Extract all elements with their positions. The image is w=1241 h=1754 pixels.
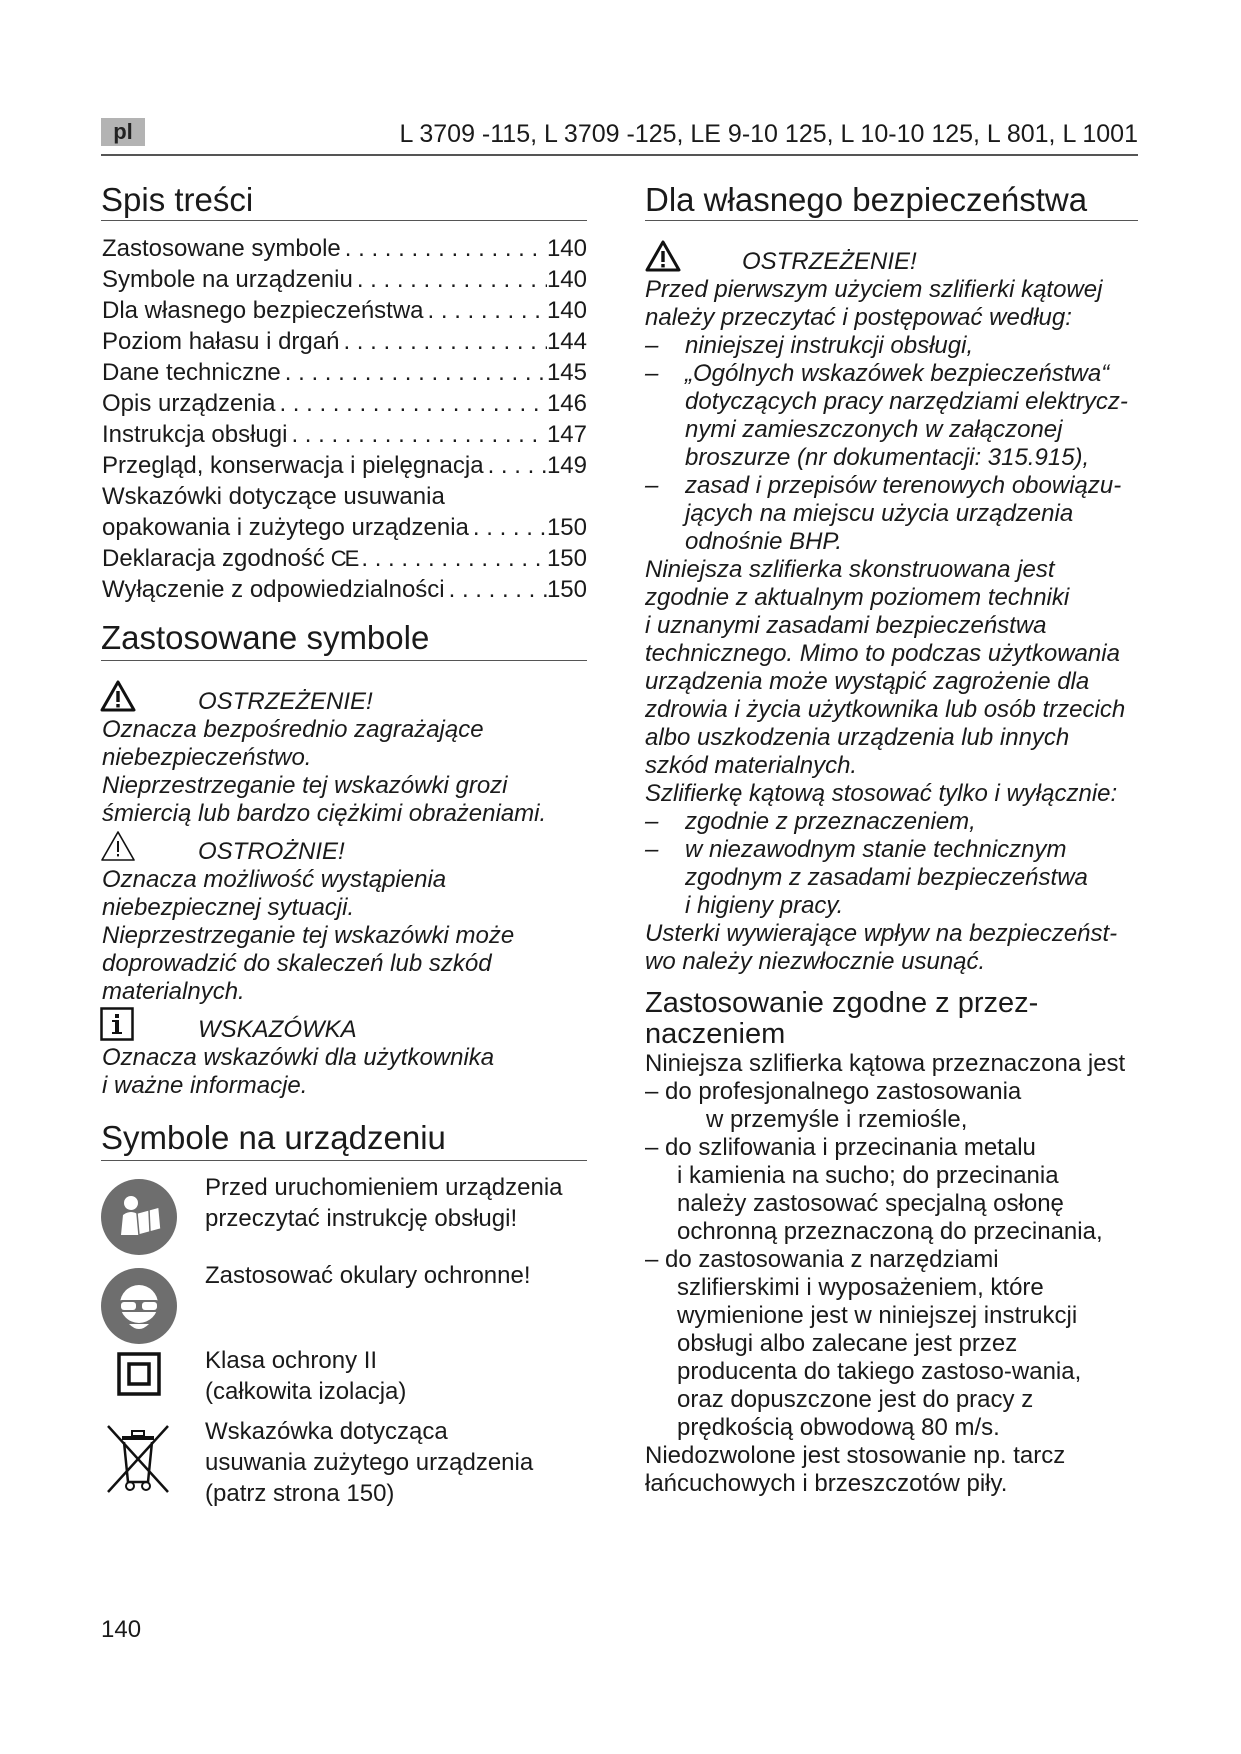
toc-entry[interactable]: Instrukcja obsługi . . . 147 — [102, 419, 587, 450]
symbols-used-title: Zastosowane symbole — [101, 619, 430, 656]
list-item: – zgodnie z przeznaczeniem, — [645, 808, 976, 835]
toc-entry[interactable]: Symbole na urządzeniu . . . 140 — [102, 264, 587, 295]
toc-entry[interactable]: Deklaracja zgodność CE . . . 150 — [102, 543, 587, 574]
crossed-bin-icon — [104, 1422, 172, 1496]
table-of-contents — [102, 233, 587, 605]
intended-use-body: Niniejsza szlifierka kątowa przeznaczona jest – do profesjonalnego zastosowania w przemyśle i rzemiośle, – do szlifowania i przecinania metalu i kamienia na sucho; do przecinania należy zastosować specjalną osłonę ochronną przeznaczoną do przecinania, – do zastosowania z narzędziami szlifierskimi i wyposażeniem, które wymienione jest w niniejszej instrukcji obsługi albo zalecane jest przez producenta do takiego zastoso-wania, oraz dopuszczone jest do pracy z prędkością obwodową 80 m/s. Niedozwolone jest stosowanie np. tarcz łańcuchowych i brzeszczotów piły. — [645, 1050, 1145, 1498]
toc-title: Spis treści — [101, 181, 254, 218]
toc-entry[interactable]: Dla własnego bezpieczeństwa . . . 140 — [102, 295, 587, 326]
device-symbols-title: Symbole na urządzeniu — [101, 1119, 446, 1156]
warning-description: Oznacza bezpośrednio zagrażające niebezpieczeństwo. Nieprzestrzeganie tej wskazówki grozi śmiercią lub bardzo ciężkimi obrażeniami. — [102, 716, 547, 827]
protection-class-ii-icon — [117, 1352, 161, 1396]
caution-label: OSTROŻNIE! — [198, 838, 345, 865]
list-item: – niniejszej instrukcji obsługi, — [645, 332, 974, 359]
toc-entry[interactable]: Poziom hałasu i drgań . . . 144 — [102, 326, 587, 357]
toc-title-rule — [101, 220, 587, 221]
note-description: Oznacza wskazówki dla użytkownika i ważne informacje. — [102, 1044, 495, 1099]
ce-mark-icon: CE — [330, 546, 358, 571]
caution-description: Oznacza możliwość wystąpienia niebezpiecznej sytuacji. Nieprzestrzeganie tej wskazówki może doprowadzić do skaleczeń lub szkód materialnych. — [102, 866, 515, 1005]
device-symbol-text: Przed uruchomieniem urządzenia przeczytać instrukcję obsługi! — [205, 1174, 563, 1232]
device-symbol-text: Wskazówka dotycząca usuwania zużytego urządzenia (patrz strona 150) — [205, 1418, 534, 1507]
caution-triangle-icon — [100, 830, 136, 862]
warning-label: OSTRZEŻENIE! — [198, 688, 373, 715]
page-number: 140 — [101, 1616, 142, 1643]
language-badge: pl — [101, 118, 145, 146]
toc-entry[interactable]: Wyłączenie z odpowiedzialności . . . 150 — [102, 574, 587, 605]
list-item: – „Ogólnych wskazówek bezpieczeństwa“ dotyczących pracy narzędziami elektrycz- nymi zamieszczonych w załączonej broszurze (nr dokumentacji: 315.915), — [645, 360, 1128, 471]
list-item: – do szlifowania i przecinania metalu i kamienia na sucho; do przecinania należy zastosować specjalną osłonę ochronną przeznaczoną do przecinania, — [645, 1134, 1103, 1245]
note-label: WSKAZÓWKA — [198, 1016, 357, 1043]
list-item: – zasad i przepisów terenowych obowiązu- jących na miejscu użycia urządzenia odnośnie BHP. — [645, 472, 1122, 555]
safety-title: Dla własnego bezpieczeństwa — [645, 181, 1088, 218]
toc-entry[interactable]: Dane techniczne . . . 145 — [102, 357, 587, 388]
toc-entry[interactable]: Zastosowane symbole . . . 140 — [102, 233, 587, 264]
safety-goggles-icon — [101, 1268, 177, 1344]
list-item: – w niezawodnym stanie technicznym zgodnym z zasadami bezpieczeństwa i higieny pracy. — [645, 836, 1088, 919]
device-symbol-text: Klasa ochrony II (całkowita izolacja) — [205, 1347, 407, 1405]
toc-entry[interactable]: Przegląd, konserwacja i pielęgnacja . . . 149 — [102, 450, 587, 481]
toc-entry[interactable]: Wskazówki dotyczące usuwania opakowania i zużytego urządzenia . . . 150 — [102, 481, 587, 543]
list-item: – do profesjonalnego zastosowania w przemyśle i rzemiośle, — [645, 1078, 1022, 1133]
symbols-used-rule — [101, 660, 587, 661]
list-item: – do zastosowania z narzędziami szlifierskimi i wyposażeniem, które wymienione jest w niniejszej instrukcji obsługi albo zalecane jest przez producenta do takiego zastoso-wania, oraz dopuszczone jest do pracy z prędkością obwodową 80 m/s. — [645, 1246, 1082, 1441]
safety-warning-label: OSTRZEŻENIE! — [742, 248, 917, 275]
device-symbol-text: Zastosować okulary ochronne! — [205, 1262, 531, 1289]
intended-use-title: Zastosowanie zgodne z przez- naczeniem — [645, 987, 1039, 1050]
model-list-header: L 3709 -115, L 3709 -125, LE 9-10 125, L 10-10 125, L 801, L 1001 — [399, 120, 1138, 148]
safety-body: Przed pierwszym użyciem szlifierki kątowej należy przeczytać i postępować według: – niniejszej instrukcji obsługi, – „Ogólnych wskazówek bezpieczeństwa“ dotyczących pracy narzędziami elektrycz- nymi zamieszczonych w załączonej broszurze (nr dokumentacji: 315.915), – zasad i przepisów terenowych obowiązu- jących na miejscu użycia urządzenia odnośnie BHP. Niniejsza szlifierka skonstruowana jest zgodnie z aktualnym poziomem techniki i uznanymi zasadami bezpieczeństwa technicznego. Mimo to podczas użytkowania urządzenia może wystąpić zagrożenie dla zdrowia i życia użytkownika lub osób trzecich albo uszkodzenia urządzenia lub innych szkód materialnych. Szlifierkę kątową stosować tylko i wyłącznie: – zgodnie z przeznaczeniem, – w niezawodnym stanie technicznym zgodnym z zasadami bezpieczeństwa i higieny pracy. Usterki wywierające wpływ na bezpieczeńst- wo należy niezwłocznie usunąć. — [645, 276, 1145, 976]
toc-entry[interactable]: Opis urządzenia . . . 146 — [102, 388, 587, 419]
warning-triangle-icon — [645, 240, 681, 272]
info-icon — [100, 1007, 134, 1041]
device-symbols-rule — [101, 1160, 587, 1161]
warning-triangle-icon — [100, 680, 136, 712]
read-manual-icon — [101, 1179, 177, 1255]
header-divider — [101, 154, 1138, 156]
safety-title-rule — [645, 220, 1138, 221]
